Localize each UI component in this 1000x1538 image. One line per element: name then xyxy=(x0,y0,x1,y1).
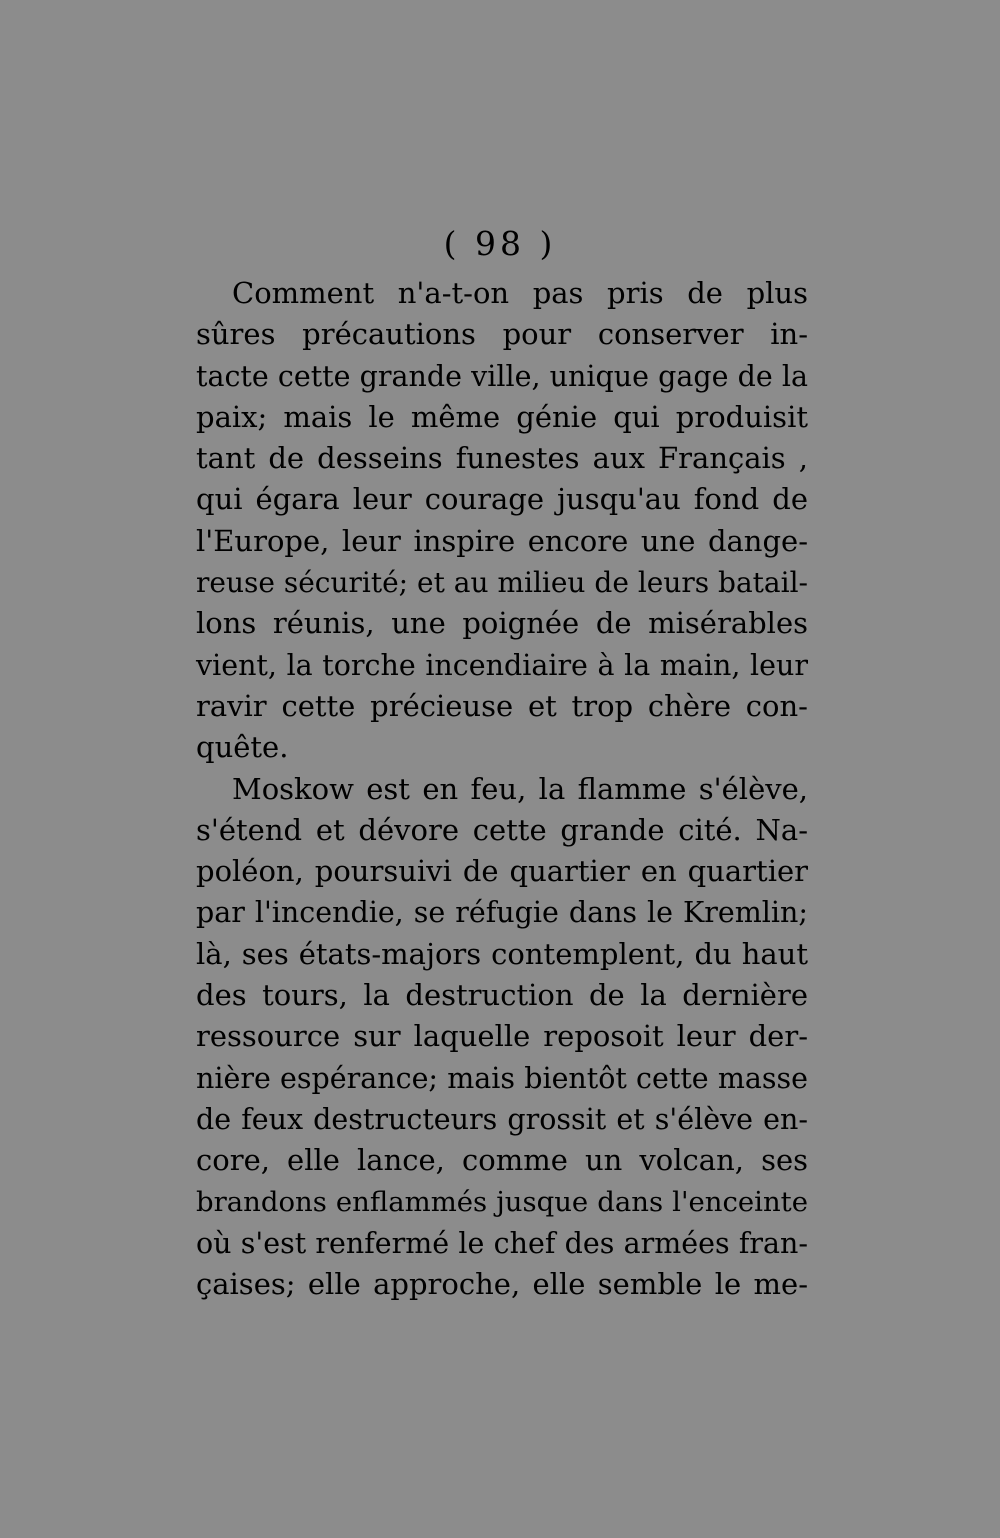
text-line: poléon, poursuivi de quartier en quartier xyxy=(196,854,808,889)
body-text xyxy=(196,273,808,1305)
text-line: paix; mais le même génie qui produisit xyxy=(196,399,808,434)
text-line: tant de desseins funestes aux Français , xyxy=(196,441,808,476)
text-line: Comment n'a-t-on pas pris de plus xyxy=(232,276,808,310)
text-line: lons réunis, une poignée de misérables xyxy=(196,606,808,641)
page-number: ( 98 ) xyxy=(443,224,557,263)
text-line: brandons enflammés jusque dans l'enceinte xyxy=(196,1185,808,1218)
text-line: qui égara leur courage jusqu'au fond de xyxy=(196,482,808,517)
text-line: des tours, la destruction de la dernière xyxy=(196,978,808,1013)
text-line: sûres précautions pour conserver in- xyxy=(196,317,808,352)
text-line: où s'est renfermé le chef des armées fran- xyxy=(196,1226,808,1260)
text-line: ressource sur laquelle reposoit leur der- xyxy=(196,1019,808,1054)
text-line: vient, la torche incendiaire à la main, leur xyxy=(196,648,808,682)
text-line: ravir cette précieuse et trop chère con- xyxy=(196,688,808,723)
text-line: çaises; elle approche, elle semble le me- xyxy=(196,1267,808,1302)
text-line: tacte cette grande ville, unique gage de la xyxy=(196,359,808,393)
text-line: nière espérance; mais bientôt cette masse xyxy=(196,1061,808,1095)
text-line: Moskow est en feu, la flamme s'élève, xyxy=(232,771,808,806)
text-line: quête. xyxy=(196,730,289,765)
paragraph-2 xyxy=(196,769,808,1306)
text-line: là, ses états-majors contemplent, du haut xyxy=(196,936,808,971)
text-line: core, elle lance, comme un volcan, ses xyxy=(196,1143,808,1178)
text-line: s'étend et dévore cette grande cité. Na- xyxy=(196,812,808,847)
text-line: l'Europe, leur inspire encore une dange- xyxy=(196,523,808,558)
text-line: de feux destructeurs grossit et s'élève en- xyxy=(196,1102,808,1136)
paragraph-1 xyxy=(196,273,808,769)
text-line: par l'incendie, se réfugie dans le Kremlin; xyxy=(196,896,808,930)
text-line: reuse sécurité; et au milieu de leurs batail- xyxy=(196,566,808,600)
